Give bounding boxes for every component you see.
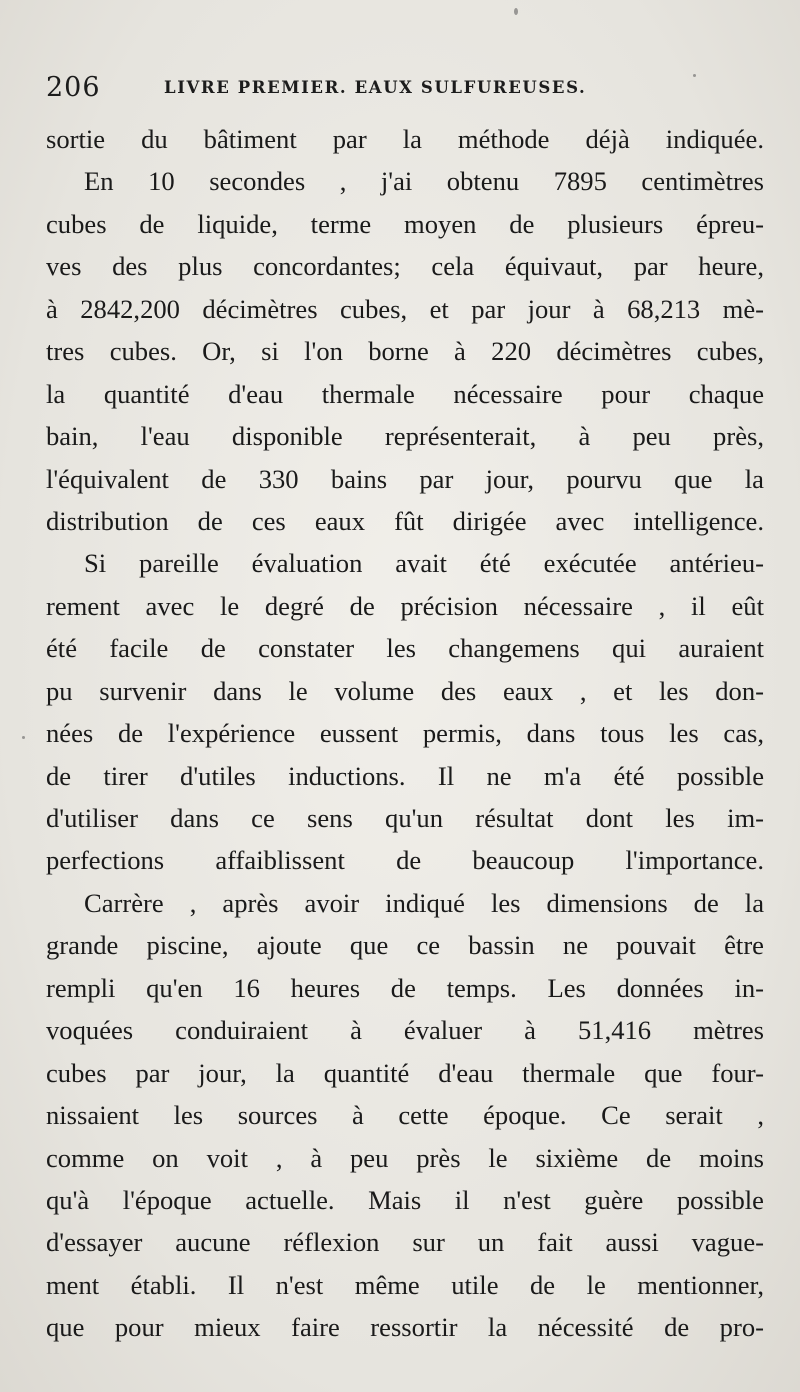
text-line — [46, 288, 764, 330]
line-text: bain, l'eau disponible représenterait, à peu près, — [46, 421, 764, 452]
line-text: nissaient les sources à cette époque. Ce serait , — [46, 1100, 764, 1131]
line-text: cubes par jour, la quantité d'eau thermale que four- — [46, 1057, 764, 1088]
page-header — [46, 72, 766, 112]
text-line — [46, 203, 764, 245]
line-text: ves des plus concordantes; cela équivaut, par heure, — [46, 251, 764, 282]
text-line — [46, 160, 764, 202]
paper-speck — [22, 736, 25, 739]
text-line — [46, 797, 764, 839]
line-text: En 10 secondes , j'ai obtenu 7895 centimètres — [84, 166, 764, 197]
line-text: nées de l'expérience eussent permis, dans tous les cas, — [46, 718, 764, 749]
paper-speck — [514, 8, 518, 15]
text-line — [46, 712, 764, 754]
text-line — [46, 1264, 764, 1306]
body-text — [46, 118, 764, 1349]
line-text: voquées conduiraient à évaluer à 51,416 mètres — [46, 1015, 764, 1046]
line-text: tres cubes. Or, si l'on borne à 220 décimètres cubes, — [46, 336, 764, 367]
line-text: à 2842,200 décimètres cubes, et par jour à 68,213 mè- — [46, 293, 764, 324]
line-text: pu survenir dans le volume des eaux , et les don- — [46, 675, 764, 706]
text-line — [46, 882, 764, 924]
text-line — [46, 839, 764, 881]
text-line — [46, 924, 764, 966]
text-line — [46, 245, 764, 287]
line-text: rement avec le degré de précision nécessaire , il eût — [46, 590, 764, 621]
line-text: sortie du bâtiment par la méthode déjà indiquée. — [46, 124, 764, 154]
text-line — [46, 330, 764, 372]
line-text: qu'à l'époque actuelle. Mais il n'est guère possible — [46, 1184, 764, 1215]
line-text: comme on voit , à peu près le sixième de moins — [46, 1142, 764, 1173]
line-text: d'essayer aucune réflexion sur un fait aussi vague- — [46, 1227, 764, 1258]
text-line — [46, 1179, 764, 1221]
line-text: perfections affaiblissent de beaucoup l'importance. — [46, 845, 764, 876]
line-text: Carrère , après avoir indiqué les dimensions de la — [84, 887, 764, 918]
text-line — [46, 373, 764, 415]
text-line — [46, 755, 764, 797]
text-line — [46, 415, 764, 457]
line-text: la quantité d'eau thermale nécessaire pour chaque — [46, 378, 764, 409]
page-number: 206 — [46, 72, 101, 103]
text-line — [46, 500, 764, 542]
text-line — [46, 118, 764, 160]
text-line — [46, 1221, 764, 1263]
text-line — [46, 458, 764, 500]
text-line — [46, 1009, 764, 1051]
line-text: l'équivalent de 330 bains par jour, pourvu que la — [46, 463, 764, 494]
text-line — [46, 542, 764, 584]
text-line — [46, 967, 764, 1009]
text-line — [46, 627, 764, 669]
line-text: ment établi. Il n'est même utile de le mentionner, — [46, 1269, 764, 1300]
line-text: grande piscine, ajoute que ce bassin ne pouvait être — [46, 930, 764, 961]
line-text: distribution de ces eaux fût dirigée avec intelligence. — [46, 505, 764, 536]
line-text: de tirer d'utiles inductions. Il ne m'a été possible — [46, 760, 764, 791]
line-text: Si pareille évaluation avait été exécutée antérieu- — [84, 548, 764, 579]
line-text: que pour mieux faire ressortir la nécessité de pro- — [46, 1312, 764, 1343]
text-line — [46, 1094, 764, 1136]
running-head: LIVRE PREMIER. EAUX SULFUREUSES. — [164, 78, 587, 97]
line-text: rempli qu'en 16 heures de temps. Les données in- — [46, 972, 764, 1003]
line-text: été facile de constater les changemens qui auraient — [46, 633, 764, 664]
text-line — [46, 585, 764, 627]
text-line — [46, 670, 764, 712]
text-line — [46, 1306, 764, 1348]
text-line — [46, 1052, 764, 1094]
line-text: d'utiliser dans ce sens qu'un résultat dont les im- — [46, 803, 764, 833]
text-line — [46, 1137, 764, 1179]
line-text: cubes de liquide, terme moyen de plusieurs épreu- — [46, 208, 764, 239]
